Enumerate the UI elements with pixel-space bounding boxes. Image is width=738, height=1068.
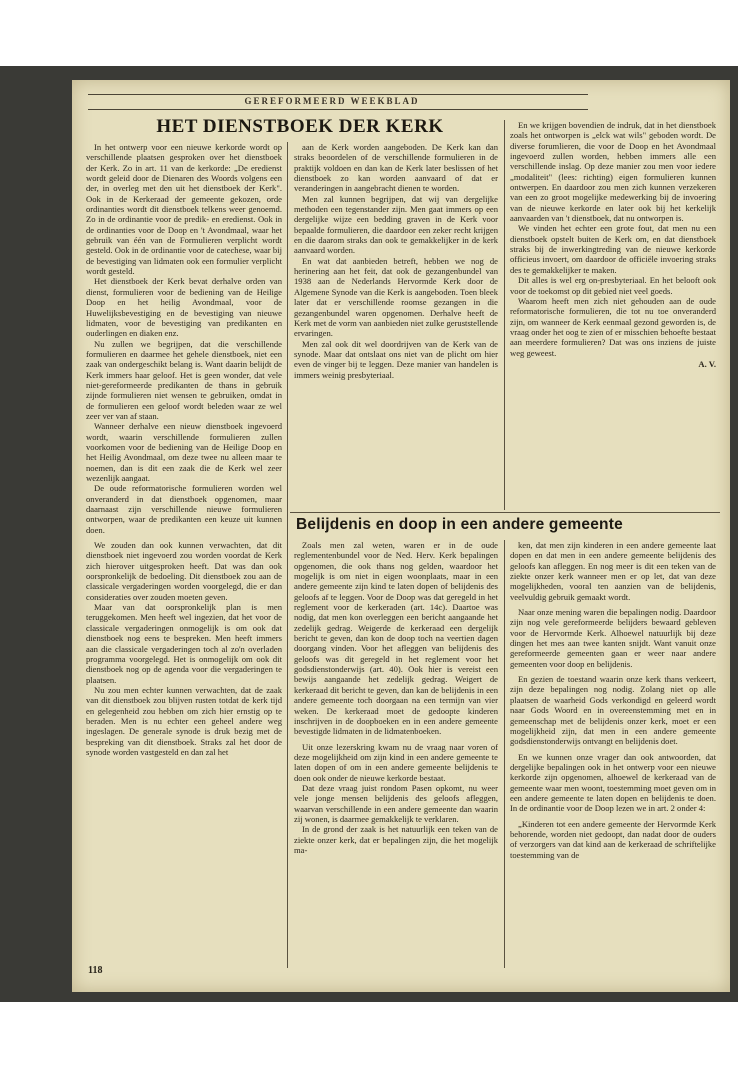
article2-paragraph: En gezien de toestand waarin onze kerk thans verkeert, zijn deze bepalingen nog nodig. Zolang niet op alle plaatsen de waarheid Gods verkondigd en geleerd wordt naar Gods Woord en in overeenstemming met en in gemeenschap met de belijdenis onzer kerk, moet er een mogelijkheid zijn, dat men in een andere gemeente godsdienstonderwijs ontvangt en belijdenis doet. [510, 674, 716, 747]
author-signature: A. V. [698, 358, 716, 369]
article1-paragraph: Maar van dat oorspronkelijk plan is men teruggekomen. Men heeft wel ingezien, dat het voor de classicale vergaderingen onmogelijk is om ook dat dienstboek nog eens te bespreken. Men heeft immers aan die classicale vergaderingen toch al zo'n overladen programma voorgelegd. Het is onmogelijk om ook dit dienstboek nog op de agenda voor die vergaderingen te plaatsen. [86, 602, 282, 685]
article2-paragraph: „Kinderen tot een andere gemeente der Hervormde Kerk behorende, worden niet gedoopt, dan nadat door de ouders of verzorgers van dat kind aan de kerkeraad de schriftelijke toestemming van de [510, 818, 716, 860]
article1-paragraph: Het dienstboek der Kerk bevat derhalve orden van dienst, formulieren voor de bediening van de Heilige Doop en het heilig Avondmaal, voor de Huwelijksbevestiging en de bevestiging van nieuwe lidmaten, voor de bevestiging van predikanten en ouderlingen en diaken enz. [86, 276, 282, 339]
article1-column3 [510, 120, 716, 508]
article1-paragraph: Dit alles is wel erg on-presbyteriaal. En het belooft ook voor de toekomst op dit gebied niet veel goeds. [510, 275, 716, 296]
article1-paragraph: De oude reformatorische formulieren worden wel onveranderd in dat dienstboek opgenomen, maar daarnaast zijn verschillende nieuwe formulieren ontworpen, waar de predikanten een keuze uit kunnen doen. [86, 483, 282, 535]
article1-paragraph: In het ontwerp voor een nieuwe kerkorde wordt op verschillende plaatsen gesproken over het dienstboek der Kerk. Zo in art. 11 van de kerkorde: „De eredienst wordt geleid door de Dienaren des Woords volgens een der, in overleg met den uit het dienstboek der Kerk". Ook in de Kerkeraad der gemeente gekozen, orde ordinanties wordt dit dienstboek telkens weer genoemd. Zo in de ordinantie voor de predik- en eredienst. Ook in de ordinanties voor de Doop en 't Avondmaal, waar het gebruik van één van de Formulieren verplicht wordt gesteld. Ook in de ordinantie voor de catechese, waar bij de bevestiging van lidmaten ook een formulier verplicht wordt gesteld. [86, 142, 282, 277]
article1-paragraph: We vinden het echter een grote fout, dat men nu een dienstboek opstelt buiten de Kerk om, en dat dienstboek straks bij de inwerkingtreding van de nieuwe kerkorde officieus invoert, om daardoor de officiële invoering straks des te gemakkelijker te maken. [510, 223, 716, 275]
newspaper-page [72, 80, 730, 992]
article2-column1 [294, 540, 498, 968]
article-title: HET DIENSTBOEK DER KERK [156, 116, 444, 137]
article1-paragraph: En we krijgen bovendien de indruk, dat in het dienstboek zoals het ontworpen is „elck wat wils" geboden wordt. De diverse forumlieren, die voor de Doop en het Avondmaal ingevoerd zullen worden, hebben immers alle een verschillende inslag. Op deze manier zou men voor iedere „modaliteit" (lees: richting) eigen formulieren kunnen ontwerpen. En daardoor zou men zich kunnen verzekeren van een zo groot mogelijke medewerking bij de invoering van de nieuwe kerkorde en later ook bij het kerkelijk aanvaarden van 't dienstboek, dat nu ontworpen is. [510, 120, 716, 224]
article2-paragraph: Dat deze vraag juist rondom Pasen opkomt, nu weer vele jonge mensen belijdenis des geloofs afleggen, waarvan verschillende in een andere gemeente dan waarin zij wonen, is daarmee gemakkelijk te verklaren. [294, 782, 498, 824]
article2-paragraph: ken, dat men zijn kinderen in een andere gemeente laat dopen en dat men in een andere gemeente belijdenis des geloofs kan afleggen. En nog meer is dit een teken van de ziekte onzer kerk wanneer men er op let, dat van deze mogelijkheden, vooral ten aanzien van de belijdenis, veelvuldig gebruik gemaakt wordt. [510, 540, 716, 602]
article2-paragraph: In de grond der zaak is het natuurlijk een teken van de ziekte onzer kerk, dat er bepalingen zijn, die het mogelijk ma- [294, 824, 498, 855]
article1-paragraph: Men zal kunnen begrijpen, dat wij van dergelijke methoden een tegenstander zijn. Men gaat immers op een dergelijke wijze een bedding graven in de Kerk voor bepaalde formulieren, die daardoor een zeker recht krijgen en die daarom straks dan ook te gemakkelijker in de kerk aanvaard worden. [294, 193, 498, 256]
article1-column1 [86, 142, 282, 968]
running-header: GEREFORMEERD WEEKBLAD [244, 96, 420, 106]
scan-background [0, 66, 738, 1002]
header-rule-top [88, 94, 588, 95]
article2-paragraph: Uit onze lezerskring kwam nu de vraag naar voren of deze mogelijkheid om zijn kind in een andere gemeente te laten dopen of om in een andere gemeente belijdenis te doen ook onder de nieuwe kerkorde bestaat. [294, 741, 498, 783]
article1-paragraph: Waarom heeft men zich niet gehouden aan de oude reformatorische formulieren, die tot nu toe onveranderd zijn, om wanneer de Kerk eenmaal gezond geworden is, de vraag onder het oog te zien of er misschien behoefte bestaat aan meerdere formulieren? Dat was ons inziens de juiste weg geweest. [510, 295, 716, 358]
article2-paragraph: Naar onze mening waren die bepalingen nodig. Daardoor zijn nog vele gereformeerde belijders bewaard gebleven voor de Hervormde Kerk. Alhoewel natuurlijk bij deze dingen het mes aan twee kanten snijdt. Want vanuit onze gereformeerde gemeenten gaan er weer naar andere gemeenten voor doop en belijdenis. [510, 607, 716, 669]
article1-column2 [294, 142, 498, 508]
article1-paragraph: We zouden dan ook kunnen verwachten, dat dit dienstboek niet ingevoerd zou worden voordat de Kerk zich hierover uitgesproken heeft. Dat was dan ook oorspronkelijk de bedoeling. Dit dienstboek zou aan de classicale vergaderingen worden voorgelegd, die er dan consideraties over zouden moeten geven. [86, 540, 282, 602]
article1-paragraph: aan de Kerk worden aangeboden. De Kerk kan dan straks beoordelen of de verschillende formulieren in de praktijk voldoen en dan kan de Kerk later beslissen of het dienstboek zo kan worden aanvaard of dat er veranderingen in aangebracht dienen te worden. [294, 142, 498, 194]
article2-paragraph: Zoals men zal weten, waren er in de oude reglementenbundel voor de Ned. Herv. Kerk bepalingen opgenomen, die ook thans nog gelden, waardoor het mogelijk is om niet in eigen woonplaats, maar in een andere gemeente zijn kind te laten dopen of belijdenis des geloofs af te leggen. Voor de Doop was dat geregeld in het reglement voor de kerkeraden (art. 14c). Daartoe was nodig, dat men kon overleggen een bericht aangaande het zedelijk gedrag. Weigerde de kerkeraad een dergelijk bericht te geven, dan kon de doop toch na veertien dagen doorgang vinden. Voor het afleggen van belijdenis des geloofs was dit geregeld in het reglement voor het godsdienstonderwijs (art. 40). Ook hier is vereist een bewijs aangaande het zedelijk gedrag. Weigert de kerkeraad dit bericht te geven, dan kan de belijdenis in een andere gemeente toch doorgaan na een termijn van vier weken. De kerkeraad moet de gedoopte kinderen inschrijven in de doopboeken en in een andere gemeente bevestigde lidmaten in de lidmatenboeken. [294, 540, 498, 737]
article1-paragraph: Nu zullen we begrijpen, dat die verschillende formulieren en daarmee het gehele dienstboek, niet een zaak van ondergeschikt belang is. Want daarin belijdt de Kerk immers haar geloof. Het is geen wonder, dat vele niet-gereformeerde predikanten de thans in gebruik zijnde formulieren niet wensen te gebruiken, omdat in de formulieren een geloof wordt beleden waar ze wel zeer ver van af staan. [86, 338, 282, 421]
article1-paragraph: Men zal ook dit wel doordrijven van de Kerk van de synode. Maar dat ontslaat ons niet van de plicht om hier even de vinger bij te leggen. Deze manier van handelen is immers weinig presbyteriaal. [294, 338, 498, 380]
article2-title: Belijdenis en doop in een andere gemeente [296, 516, 623, 533]
column-rule [504, 120, 505, 510]
article1-paragraph: Wanneer derhalve een nieuw dienstboek ingevoerd wordt, waarin verschillende formulieren zullen voorkomen voor de bediening van de Heilige Doop en het Heilig Avondmaal, om deze twee nu alleen maar te noemen, dan is dit een zaak die de Kerk wel zeer wezenlijk aangaat. [86, 421, 282, 483]
section-rule [290, 512, 720, 513]
header-rule-bottom [88, 109, 588, 110]
column-rule [504, 540, 505, 968]
article2-column2 [510, 540, 716, 968]
column-rule [287, 142, 288, 968]
article1-paragraph: Nu zou men echter kunnen verwachten, dat de zaak van dit dienstboek zou blijven rusten totdat de kerk tijd en gelegenheid zou hebben om zich hier ernstig op te beraden. Men is nu echter een geheel andere weg ingeslagen. De generale synode is druk bezig met de bespreking van dit dienstboek. Straks zal het door de synode worden vastgesteld en dan zal het [86, 684, 282, 757]
page-number: 118 [88, 965, 103, 976]
article2-paragraph: En we kunnen onze vrager dan ook antwoorden, dat dergelijke bepalingen ook in het ontwerp voor een nieuwe kerkorde zijn opgenomen, alhoewel de kerkeraad van de gemeente waar men woont, toestemming moet geven om in een andere gemeente te laten dopen en belijdenis te doen. In de ordinantie voor de Doop lezen we in art. 2 onder 4: [510, 751, 716, 814]
article1-paragraph: En wat dat aanbieden betreft, hebben we nog de herinering aan het feit, dat ook de gezangenbundel van 1938 aan de Nederlands Hervormde Kerk door de Algemene Synode van die Kerk is aangeboden. Toen bleek later dat er verschillende roomse gezangen in die gezangenbundel waren opgenomen. Derhalve heeft de Kerk met de vorm van aanbieden niet zulke geruststellende ervaringen. [294, 255, 498, 339]
